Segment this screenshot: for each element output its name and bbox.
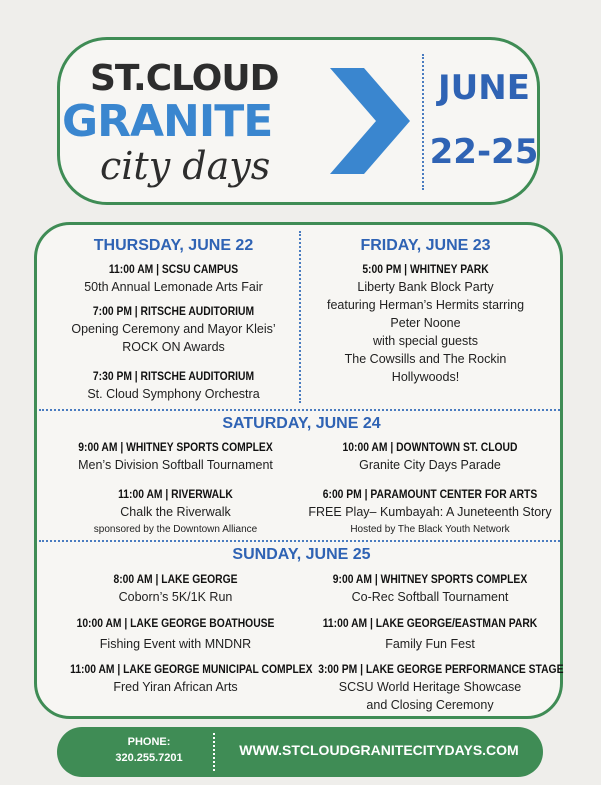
chevron-right-icon: [328, 68, 412, 174]
event-item: [51, 369, 296, 403]
schedule-panel: [34, 222, 563, 719]
event-description: Liberty Bank Block Party: [357, 280, 494, 294]
event-time: 11:00 AM | LAKE GEORGE MUNICIPAL COMPLEX: [70, 662, 313, 676]
thursday-title: THURSDAY, JUNE 22: [93, 237, 254, 254]
phone-number[interactable]: 320.255.7201: [115, 752, 183, 764]
month-label: JUNE: [438, 68, 530, 108]
event-time: 10:00 AM | LAKE GEORGE BOATHOUSE: [76, 616, 275, 630]
saturday-sunday-divider: [39, 540, 560, 542]
event-description: featuring Herman’s Hermits starring: [326, 298, 525, 312]
event-item: [53, 487, 298, 539]
event-item: [300, 440, 560, 474]
event-description: Men’s Division Softball Tournament: [78, 458, 273, 472]
event-time: 7:00 PM | RITSCHE AUDITORIUM: [92, 304, 255, 318]
event-description: Chalk the Riverwalk: [120, 505, 231, 519]
event-time: 11:00 AM | SCSU CAMPUS: [108, 262, 239, 276]
friday-saturday-divider: [39, 409, 560, 411]
event-description: The Cowsills and The Rockin: [344, 352, 507, 366]
event-description: FREE Play– Kumbayah: A Juneteenth Story: [308, 505, 552, 519]
event-time: 9:00 AM | WHITNEY SPORTS COMPLEX: [332, 572, 528, 586]
event-item: [300, 572, 560, 606]
header-divider: [422, 54, 424, 190]
event-item: [300, 487, 560, 539]
event-time: 10:00 AM | DOWNTOWN ST. CLOUD: [342, 440, 518, 454]
friday-title: FRIDAY, JUNE 23: [360, 237, 491, 254]
event-description: 50th Annual Lemonade Arts Fair: [84, 280, 263, 294]
event-time: 7:30 PM | RITSCHE AUDITORIUM: [92, 369, 255, 383]
event-description: ROCK ON Awards: [122, 340, 225, 354]
event-description: Granite City Days Parade: [359, 458, 501, 472]
event-description: Opening Ceremony and Mayor Kleis’: [71, 322, 276, 336]
date-range: 22-25: [429, 132, 539, 172]
event-description: Co-Rec Softball Tournament: [351, 590, 509, 604]
event-time: 11:00 AM | RIVERWALK: [118, 487, 233, 501]
phone-label: PHONE:: [127, 736, 171, 748]
event-description: and Closing Ceremony: [366, 698, 494, 712]
logo-st-cloud: ST.CLOUD: [90, 58, 279, 99]
event-description: Family Fun Fest: [385, 637, 475, 651]
event-item: [53, 616, 298, 653]
event-description: SCSU World Heritage Showcase: [338, 680, 522, 694]
event-description: Coborn’s 5K/1K Run: [118, 590, 233, 604]
event-description: St. Cloud Symphony Orchestra: [87, 387, 260, 401]
thursday-friday-divider: [299, 231, 301, 403]
event-sponsor-note: sponsored by the Downtown Alliance: [93, 524, 258, 535]
event-description: with special guests: [373, 334, 478, 348]
event-time: 5:00 PM | WHITNEY PARK: [362, 262, 489, 276]
event-item: [53, 662, 313, 696]
logo-granite: GRANITE: [62, 96, 273, 147]
event-item: [300, 662, 564, 714]
event-time: 9:00 AM | WHITNEY SPORTS COMPLEX: [78, 440, 273, 454]
event-description: Fred Yiran African Arts: [113, 680, 238, 694]
footer-bar: [57, 727, 543, 777]
header-banner: [57, 37, 540, 205]
event-sponsor-note: Hosted by The Black Youth Network: [350, 524, 510, 535]
footer-divider: [213, 733, 215, 771]
event-item: [51, 262, 296, 296]
event-item: [51, 304, 296, 356]
event-description: Hollywoods!: [391, 370, 460, 384]
event-time: 8:00 AM | LAKE GEORGE: [113, 572, 238, 586]
event-description: Fishing Event with MNDNR: [99, 637, 252, 651]
event-time: 3:00 PM | LAKE GEORGE PERFORMANCE STAGE: [318, 662, 564, 676]
event-item: [303, 262, 548, 386]
event-description: Peter Noone: [390, 316, 461, 330]
event-time: 11:00 AM | LAKE GEORGE/EASTMAN PARK: [322, 616, 538, 630]
event-item: [300, 616, 560, 653]
event-item: [53, 440, 298, 474]
logo-city-days: city days: [100, 144, 271, 188]
website-link[interactable]: WWW.STCLOUDGRANITECITYDAYS.COM: [239, 742, 519, 758]
sunday-title: SUNDAY, JUNE 25: [232, 546, 371, 563]
event-time: 6:00 PM | PARAMOUNT CENTER FOR ARTS: [322, 487, 538, 501]
saturday-title: SATURDAY, JUNE 24: [222, 415, 381, 432]
event-item: [53, 572, 298, 606]
